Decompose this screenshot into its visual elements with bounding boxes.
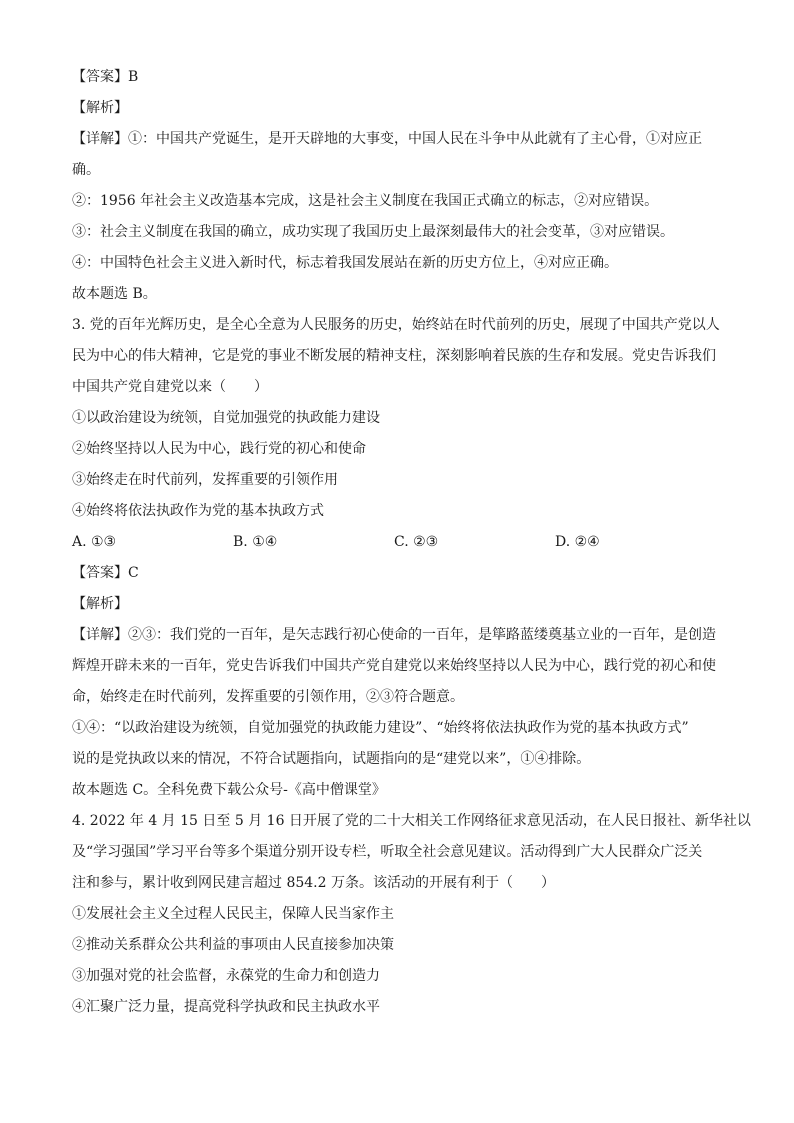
conclusion-line: 故本题选 C。全科免费下载公众号-《高中僧课堂》 <box>72 782 386 798</box>
question-item: ①发展社会主义全过程人民民主，保障人民当家作主 <box>72 906 394 922</box>
question-item: ④始终将依法执政作为党的基本执政方式 <box>72 503 324 519</box>
question-stem: 及“学习强国”学习平台等多个渠道分别开设专栏，听取全社会意见建议。活动得到广大人民群众广泛关 <box>72 844 703 860</box>
detail-line: ①④：“以政治建设为统领，自觉加强党的执政能力建设”、“始终将依法执政作为党的基本执政方式” <box>72 720 689 736</box>
conclusion-line: 故本题选 B。 <box>72 286 157 302</box>
detail-line: 【详解】②③：我们党的一百年，是矢志践行初心使命的一百年，是筚路蓝缕奠基立业的一百年，是创造 <box>72 627 716 643</box>
question-stem: 3. 党的百年光辉历史，是全心全意为人民服务的历史，始终站在时代前列的历史，展现了中国共产党以人 <box>72 317 720 333</box>
analysis-label: 【解析】 <box>72 596 128 612</box>
question-stem: 注和参与，累计收到网民建言超过 854.2 万条。该活动的开展有利于（ ） <box>72 875 555 891</box>
detail-line: 命，始终走在时代前列，发挥重要的引领作用，②③符合题意。 <box>72 689 464 705</box>
option-d: D. ②④ <box>555 534 600 550</box>
detail-line: 说的是党执政以来的情况，不符合试题指向，试题指向的是“建党以来”，①④排除。 <box>72 751 591 767</box>
question-item: ③始终走在时代前列，发挥重要的引领作用 <box>72 472 338 488</box>
question-stem: 4. 2022 年 4 月 15 日至 5 月 16 日开展了党的二十大相关工作网络征求意见活动，在人民日报社、新华社以 <box>72 813 751 829</box>
option-b: B. ①④ <box>233 534 278 550</box>
question-item: ③加强对党的社会监督，永葆党的生命力和创造力 <box>72 968 380 984</box>
option-c: C. ②③ <box>394 534 439 550</box>
answer-label: 【答案】C <box>72 565 139 581</box>
analysis-label: 【解析】 <box>72 100 128 116</box>
question-item: ②推动关系群众公共利益的事项由人民直接参加决策 <box>72 937 394 953</box>
detail-line: 确。 <box>72 162 100 178</box>
detail-line: 辉煌开辟未来的一百年，党史告诉我们中国共产党自建党以来始终坚持以人民为中心，践行党的初心和使 <box>72 658 716 674</box>
answer-options <box>72 527 724 558</box>
detail-line: ④：中国特色社会主义进入新时代，标志着我国发展站在新的历史方位上，④对应正确。 <box>72 255 618 271</box>
detail-line: ②：1956 年社会主义改造基本完成，这是社会主义制度在我国正式确立的标志，②对应错误。 <box>72 193 659 209</box>
detail-line: 【详解】①：中国共产党诞生，是开天辟地的大事变，中国人民在斗争中从此就有了主心骨，①对应正 <box>72 131 702 147</box>
question-stem: 民为中心的伟大精神，它是党的事业不断发展的精神支柱，深刻影响着民族的生存和发展。党史告诉我们 <box>72 348 716 364</box>
question-stem: 中国共产党自建党以来（ ） <box>72 379 268 395</box>
question-item: ①以政治建设为统领，自觉加强党的执政能力建设 <box>72 410 380 426</box>
option-a: A. ①③ <box>72 534 117 550</box>
detail-line: ③：社会主义制度在我国的确立，成功实现了我国历史上最深刻最伟大的社会变革，③对应错误。 <box>72 224 674 240</box>
answer-label: 【答案】B <box>72 69 139 85</box>
question-item: ②始终坚持以人民为中心，践行党的初心和使命 <box>72 441 366 457</box>
question-item: ④汇聚广泛力量，提高党科学执政和民主执政水平 <box>72 999 380 1015</box>
